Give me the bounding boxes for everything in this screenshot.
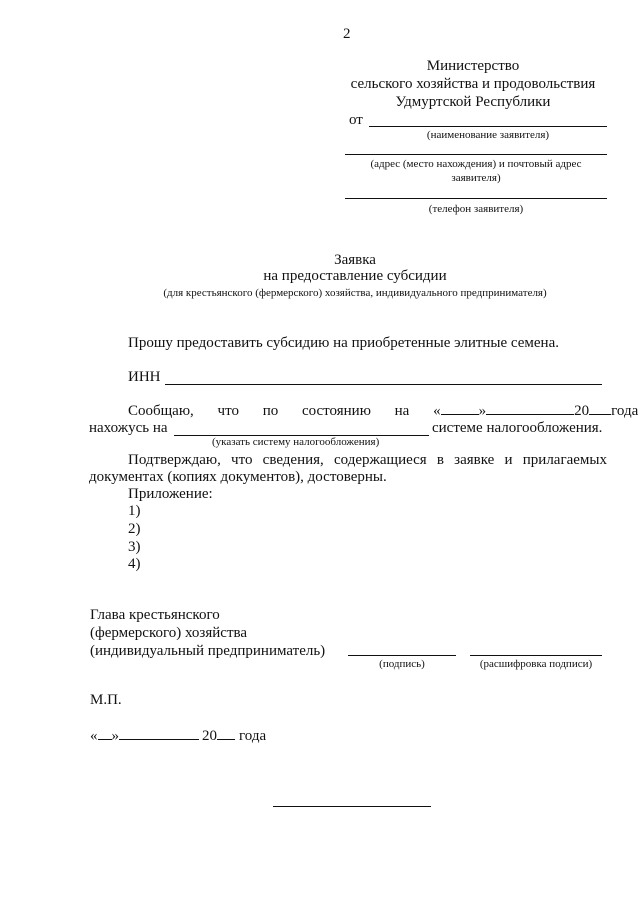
confirm-line-1: Подтверждаю, что сведения, содержащиеся в заявке и прилагаемых (128, 452, 607, 468)
title-line-1: Заявка (334, 252, 376, 268)
date-line (90, 726, 266, 745)
signature-caption: (подпись) (379, 658, 425, 670)
inform-text-1: Сообщаю, что по состоянию на « (128, 403, 441, 419)
page-number: 2 (343, 26, 351, 42)
attachment-item-1: 1) (128, 503, 141, 519)
address-caption-line-2: заявителя) (451, 172, 501, 184)
recipient-line-2: сельского хозяйства и продовольствия (350, 76, 596, 92)
inn-field[interactable] (165, 384, 602, 385)
date-year-field[interactable] (217, 726, 235, 740)
bottom-divider (273, 806, 431, 807)
recipient-line-1: Министерство (426, 58, 520, 74)
phone-caption: (телефон заявителя) (428, 203, 524, 215)
inform-text-2: » (478, 403, 487, 419)
stamp-label: М.П. (90, 692, 122, 708)
signature-decode-caption: (расшифровка подписи) (479, 658, 593, 670)
inform-year-prefix: 20 (574, 403, 590, 419)
located-suffix: системе налогообложения. (432, 420, 603, 436)
date-day-field[interactable] (98, 726, 112, 740)
title-line-3: (для крестьянского (фермерского) хозяйства, индивидуального предпринимателя) (163, 287, 547, 299)
from-label: от (349, 112, 363, 128)
recipient-line-3: Удмуртской Республики (395, 94, 551, 110)
inform-month-field[interactable] (486, 401, 574, 415)
inn-label: ИНН (128, 369, 161, 385)
inform-text-4: года (611, 403, 639, 419)
address-caption-line-1: (адрес (место нахождения) и почтовый адрес (370, 158, 582, 170)
attachment-item-2: 2) (128, 521, 141, 537)
applicant-name-field[interactable] (369, 126, 607, 127)
applicant-name-caption: (наименование заявителя) (426, 129, 550, 141)
request-text: Прошу предоставить субсидию на приобретенные элитные семена. (128, 335, 559, 351)
signature-field[interactable] (348, 655, 456, 656)
confirm-line-2: документах (копиях документов), достоверны. (89, 469, 387, 485)
address-field[interactable] (345, 154, 607, 155)
date-year-word: года (239, 728, 267, 744)
date-month-field[interactable] (119, 726, 199, 740)
role-line-3: (индивидуальный предприниматель) (90, 643, 326, 659)
attachment-item-3: 3) (128, 539, 141, 555)
signature-decode-field[interactable] (470, 655, 602, 656)
attachment-item-4: 4) (128, 556, 141, 572)
attachment-label: Приложение: (128, 486, 213, 502)
date-year-prefix: 20 (202, 728, 217, 744)
date-open-quote: « (90, 728, 98, 744)
date-close-quote: » (111, 728, 119, 744)
located-label: нахожусь на (89, 420, 168, 436)
role-line-2: (фермерского) хозяйства (90, 625, 248, 641)
role-line-1: Глава крестьянского (90, 607, 220, 623)
phone-field[interactable] (345, 198, 607, 199)
tax-system-caption: (указать систему налогообложения) (212, 436, 380, 448)
inform-day-field[interactable] (441, 401, 479, 415)
inform-line (128, 401, 639, 420)
inform-year-field[interactable] (589, 401, 611, 415)
title-line-2: на предоставление субсидии (263, 268, 447, 284)
